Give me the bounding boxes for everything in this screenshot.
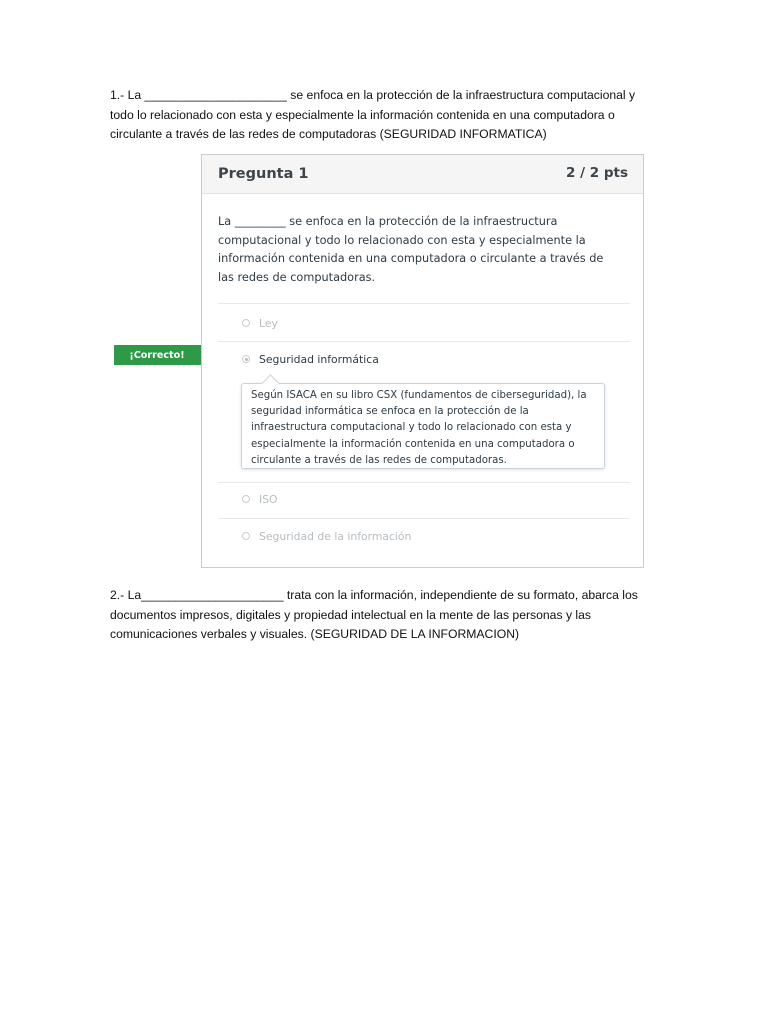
answer-label: Seguridad de la información xyxy=(259,529,412,543)
answer-option-iso[interactable] xyxy=(242,490,278,508)
correct-badge: ¡Correcto! xyxy=(114,345,204,365)
divider xyxy=(218,341,630,342)
answer-option-seguridad-informatica[interactable] xyxy=(242,350,379,368)
answer-option-seguridad-de-la-informacion[interactable] xyxy=(242,527,411,545)
answer-option-ley[interactable] xyxy=(242,314,278,332)
quiz-title: Pregunta 1 xyxy=(218,166,309,182)
divider xyxy=(218,482,630,483)
answer-label: Ley xyxy=(259,316,278,330)
radio-unselected-icon[interactable] xyxy=(242,319,250,327)
divider xyxy=(218,303,630,304)
answer-label: Seguridad informática xyxy=(259,352,379,366)
quiz-question-card xyxy=(201,154,644,568)
answer-comment: Según ISACA en su libro CSX (fundamentos de ciberseguridad), la seguridad informática se enfoca en la protección de la infraestructura computacional y todo lo relacionado con esta y especialmente la información contenida en una computadora o circulante a través de las redes de computadoras. xyxy=(241,383,605,469)
radio-selected-icon[interactable] xyxy=(242,355,250,363)
question-1-text: 1.- La _____________________ se enfoca en la protección de la infraestructura computacional y todo lo relacionado con esta y especialmente la información contenida en una computadora o circulante a través de las redes de computadoras (SEGURIDAD INFORMATICA) xyxy=(110,88,636,141)
divider xyxy=(218,518,630,519)
radio-unselected-icon[interactable] xyxy=(242,495,250,503)
answer-label: ISO xyxy=(259,492,278,506)
quiz-header xyxy=(202,155,643,194)
question-2-text: 2.- La_____________________ trata con la información, independiente de su formato, abarca los documentos impresos, digitales y propiedad intelectual en la mente de las personas y las comunicaciones verbales y visuales. (SEGURIDAD DE LA INFORMACION) xyxy=(110,588,638,641)
quiz-question-text: La _________ se enfoca en la protección de la infraestructura computacional y todo lo relacionado con esta y especialmente la información contenida en una computadora o circulante a través de las redes de computadoras. xyxy=(218,215,604,284)
radio-unselected-icon[interactable] xyxy=(242,532,250,540)
quiz-points: 2 / 2 pts xyxy=(566,165,628,181)
